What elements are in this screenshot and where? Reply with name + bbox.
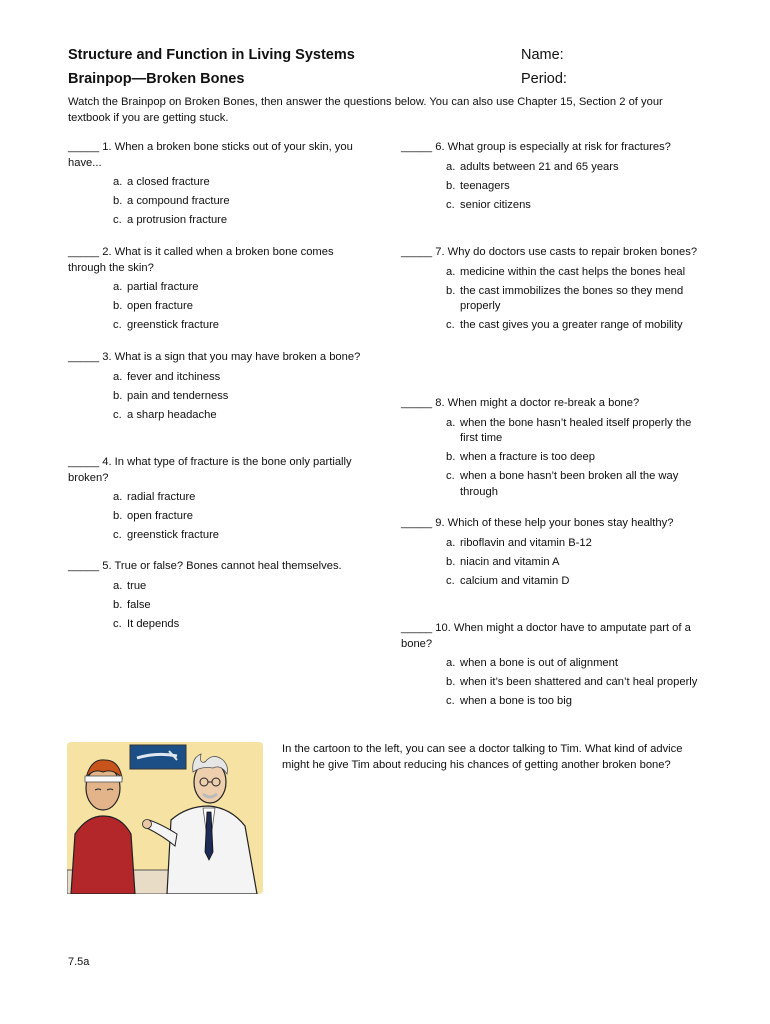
option: b. open fracture	[113, 300, 193, 313]
answer-options	[113, 490, 373, 544]
question-5	[68, 559, 373, 636]
question-stem: _____ 4. In what type of fracture is the bone only partially broken?	[68, 456, 352, 484]
worksheet-subtitle: Brainpop—Broken Bones	[68, 71, 245, 87]
answer-options	[446, 536, 701, 590]
question-stem: _____ 8. When might a doctor re-break a bone?	[401, 397, 640, 409]
option: c. when a bone hasn’t been broken all the way through	[446, 470, 679, 498]
answer-blank[interactable]: _____	[401, 397, 433, 409]
option: b. niacin and vitamin A	[446, 555, 560, 568]
option: a. riboflavin and vitamin B-12	[446, 536, 592, 549]
option: c. calcium and vitamin D	[446, 574, 570, 587]
question-stem: _____ 9. Which of these help your bones stay healthy?	[401, 517, 674, 529]
doctor-cartoon-illustration	[67, 742, 263, 894]
answer-blank[interactable]: _____	[68, 141, 100, 153]
question-9	[401, 516, 701, 593]
option: a. true	[113, 579, 147, 592]
answer-options	[446, 416, 701, 501]
question-3	[68, 350, 373, 427]
question-stem: _____ 1. When a broken bone sticks out of your skin, you have...	[68, 141, 353, 169]
option: c. greenstick fracture	[113, 319, 220, 332]
question-stem: _____ 6. What group is especially at risk for fractures?	[401, 141, 671, 153]
question-4	[68, 455, 373, 547]
cartoon-question: In the cartoon to the left, you can see a doctor talking to Tim. What kind of advice might he give Tim about reducing his chances of getting another broken bone?	[282, 743, 683, 771]
option: a. medicine within the cast helps the bones heal	[446, 265, 686, 278]
option: c. a protrusion fracture	[113, 214, 228, 227]
answer-blank[interactable]: _____	[401, 622, 433, 634]
option: b. teenagers	[446, 179, 510, 192]
answer-options	[113, 370, 373, 424]
option: a. radial fracture	[113, 491, 196, 503]
answer-blank[interactable]: _____	[401, 246, 433, 258]
question-7	[401, 245, 701, 337]
option: a. when the bone hasn’t healed itself properly the first time	[446, 416, 692, 444]
option: b. pain and tenderness	[113, 389, 229, 402]
question-stem: _____ 5. True or false? Bones cannot heal themselves.	[68, 560, 342, 572]
answer-blank[interactable]: _____	[68, 560, 100, 572]
name-label: Name:	[521, 47, 564, 63]
question-6	[401, 140, 701, 217]
question-stem: _____ 2. What is it called when a broken bone comes through the skin?	[68, 246, 334, 274]
answer-blank[interactable]: _____	[401, 141, 433, 153]
answer-options	[446, 265, 701, 334]
option: c. senior citizens	[446, 198, 531, 211]
option: b. a compound fracture	[113, 195, 230, 208]
option: a. adults between 21 and 65 years	[446, 160, 619, 173]
answer-options	[113, 175, 373, 229]
answer-blank[interactable]: _____	[68, 351, 100, 363]
patient-shirt	[71, 816, 135, 894]
answer-options	[446, 656, 701, 710]
question-8	[401, 396, 701, 504]
answer-blank[interactable]: _____	[68, 246, 100, 258]
option: b. open fracture	[113, 510, 193, 523]
answer-blank[interactable]: _____	[68, 456, 100, 468]
head-bandage	[85, 776, 122, 782]
page-code: 7.5a	[68, 956, 90, 968]
option: c. a sharp headache	[113, 408, 217, 421]
option: a. fever and itchiness	[113, 370, 221, 383]
option: a. when a bone is out of alignment	[446, 657, 618, 669]
option: c. It depends	[113, 617, 180, 630]
answer-blank[interactable]: _____	[401, 517, 433, 529]
option: a. partial fracture	[113, 281, 199, 293]
option: b. when it’s been shattered and can’t heal properly	[446, 676, 698, 689]
course-title: Structure and Function in Living Systems	[68, 47, 355, 63]
option: c. the cast gives you a greater range of mobility	[446, 319, 683, 332]
instructions: Watch the Brainpop on Broken Bones, then answer the questions below. You can also use Chapter 15, Section 2 of your textbook if you are getting stuck.	[68, 96, 663, 124]
option: c. greenstick fracture	[113, 529, 220, 542]
question-10	[401, 621, 701, 713]
answer-options	[446, 160, 701, 214]
option: a. a closed fracture	[113, 176, 210, 188]
question-2	[68, 245, 373, 337]
answer-options	[113, 579, 373, 633]
question-stem: _____ 7. Why do doctors use casts to repair broken bones?	[401, 246, 698, 258]
question-stem: _____ 3. What is a sign that you may have broken a bone?	[68, 351, 361, 363]
question-stem: _____ 10. When might a doctor have to amputate part of a bone?	[401, 622, 691, 650]
question-1	[68, 140, 373, 232]
period-label: Period:	[521, 71, 567, 87]
answer-options	[113, 280, 373, 334]
option: b. false	[113, 598, 151, 611]
option: b. the cast immobilizes the bones so they mend properly	[446, 284, 684, 313]
option: c. when a bone is too big	[446, 695, 572, 708]
option: b. when a fracture is too deep	[446, 451, 595, 464]
